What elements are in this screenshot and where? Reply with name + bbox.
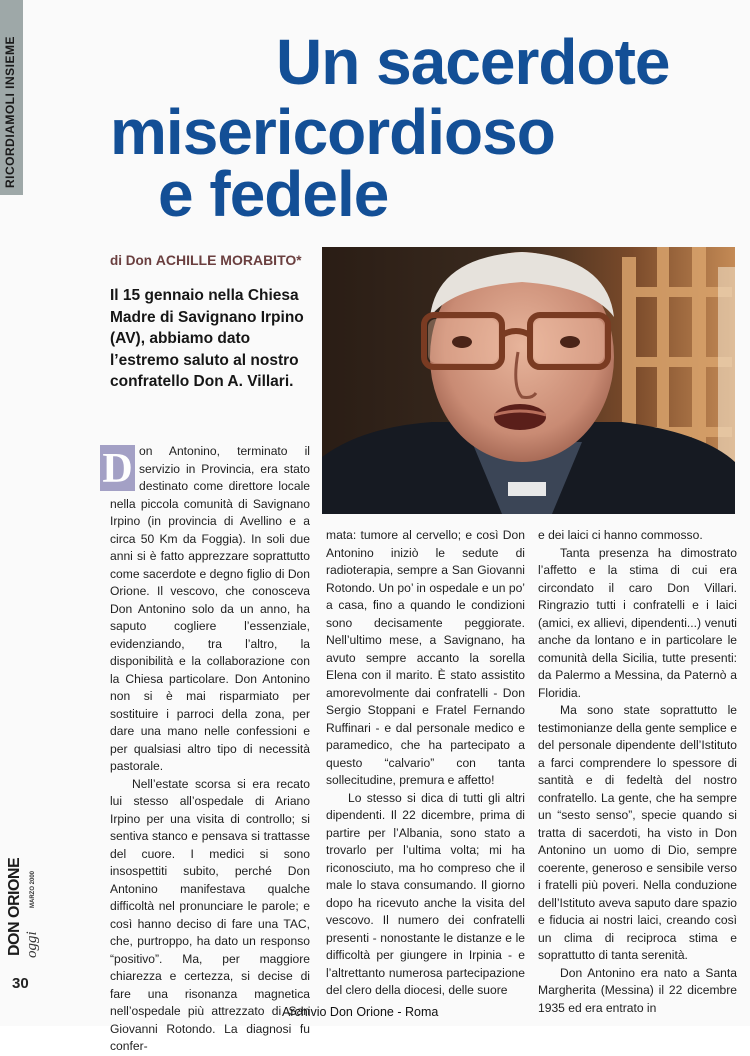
col1-paragraph-1: on Antonino, terminato il servizio in Provincia, era stato destinato come direttore locale nella piccola comunità di Savignano Irpino (in provincia di Avellino e a circa 50 Km da Foggia). In soli due anni si è fatto apprezzare soprattutto come sacerdote e degno figlio di Don Orione. Il vescovo, che conosceva Don Antonino solo da un anno, ha saputo cogliere l’essenziale, evidenziando, tra l’altro, la disponibilità e la collaborazione con la Chiesa particolare. Don Antonino non si è mai risparmiato per sostituire i parroci della zona, per dare una mano nelle confessioni e per qualsiasi altro tipo di necessità pastorale.: [110, 444, 310, 773]
portrait-photo: [322, 247, 735, 514]
byline-prefix: di Don: [110, 253, 156, 268]
headline-line-3: e fedele: [158, 158, 389, 230]
col1-paragraph-2: Nell’estate scorsa si era recato lui stesso all’ospedale di Ariano Irpino per una visita di controllo; si sentiva stanco e pensava si trattasse del cuore. I medici si sono insospettiti subito, perché Don Antonino manifestava qualche difficoltà nel pronunciare le parole; e così hanno deciso di fare una TAC, che, purtroppo, ha dato un responso “positivo”. Ma, per maggiore chiarezza e certezza, si decise di fare una risonanza magnetica nell’ospedale più attrezzato di San Giovanni Rotondo. La diagnosi fu confer-: [110, 776, 310, 1053]
article-column-1: [102, 443, 310, 1056]
headline-line-1: Un sacerdote: [276, 26, 670, 98]
drop-cap: D: [100, 445, 135, 491]
col3-paragraph-1: e dei laici ci hanno commosso.: [538, 528, 703, 542]
magazine-title: DON ORIONE: [6, 857, 23, 956]
article-column-3: [538, 527, 737, 1017]
archive-footer: Archivio Don Orione - Roma: [282, 1005, 439, 1019]
magazine-masthead: [6, 856, 46, 956]
col2-paragraph-2: Lo stesso si dica di tutti gli altri dipendenti. Il 22 dicembre, prima di partire per l’Albania, sono stato a trovarlo per l’ultima volta; mi ha riconosciuto, ma ho compreso che il male lo stava consumando. Il giorno dopo ha ricevuto anche la visita del vescovo. Il numero dei confratelli presenti - nonostante le distanze e le difficoltà per giungere in Irpinia - e l’altrettanto numerosa partecipazione del clero della diocesi, delle suore: [326, 790, 525, 997]
magazine-date: MARZO 2000: [30, 870, 36, 908]
col3-paragraph-3: Ma sono state soprattutto le testimonianze della gente semplice e del personale dipendente dell’Istituto a farci comprendere lo spessore di santità e di fedeltà del nostro confratello. La gente, che ha sempre un “sesto senso”, specie quando si tratta di sacerdoti, ha visto in Don Antonino un uomo di Dio, sempre coerente, generoso e sensibile verso i fratelli più poveri. Nella conduzione dell’Istituto aveva saputo dare spazio e fiducia ai nostri laici, creando così un clima di reciproca stima e soprattutto di tanta serenità.: [538, 703, 737, 962]
page-number: 30: [12, 975, 29, 992]
portrait-illustration: [322, 247, 735, 514]
magazine-subtitle: oggi: [24, 931, 40, 958]
section-label: RICORDIAMOLI INSIEME: [3, 35, 17, 188]
col3-paragraph-4: Don Antonino era nato a Santa Margherita (Messina) il 22 dicembre 1935 ed era entrato in: [538, 965, 737, 1015]
lead-paragraph: Il 15 gennaio nella Chiesa Madre di Savignano Irpino (AV), abbiamo dato l’estremo saluto al nostro confratello Don A. Villari.: [110, 287, 304, 390]
byline-author: ACHILLE MORABITO: [155, 252, 297, 268]
article-column-2: [326, 527, 525, 1000]
col2-paragraph-1: mata: tumore al cervello; e così Don Antonino iniziò le sedute di radioterapia, sempre a San Giovanni Rotondo. Un po’ in ospedale e un po’ a casa, fino a quando le condizioni sono decisamente peggiorate. Nell’ultimo mese, a Savignano, ha avuto sempre accanto la sorella Elena con il marito. È stato assistito amorevolmente dai confratelli - Don Sergio Stoppani e Fratel Fernando Ruffinari - e dal personale medico e paramedico, che ha partecipato a questo “calvario” con tanta sollecitudine, premura e affetto!: [326, 528, 525, 787]
col3-paragraph-2: Tanta presenza ha dimostrato l’affetto e la stima di cui era circondato il caro Don Villari. Ringrazio tutti i confratelli e i laici (amici, ex allievi, dipendenti...) venuti anche da lontano e in particolare le comunità della Sicilia, tutte presenti: da Palermo a Messina, da Paternò a Floridia.: [538, 545, 737, 700]
byline: [110, 252, 302, 268]
headline-line-2: misericordioso: [110, 96, 555, 168]
byline-mark: *: [296, 253, 302, 268]
